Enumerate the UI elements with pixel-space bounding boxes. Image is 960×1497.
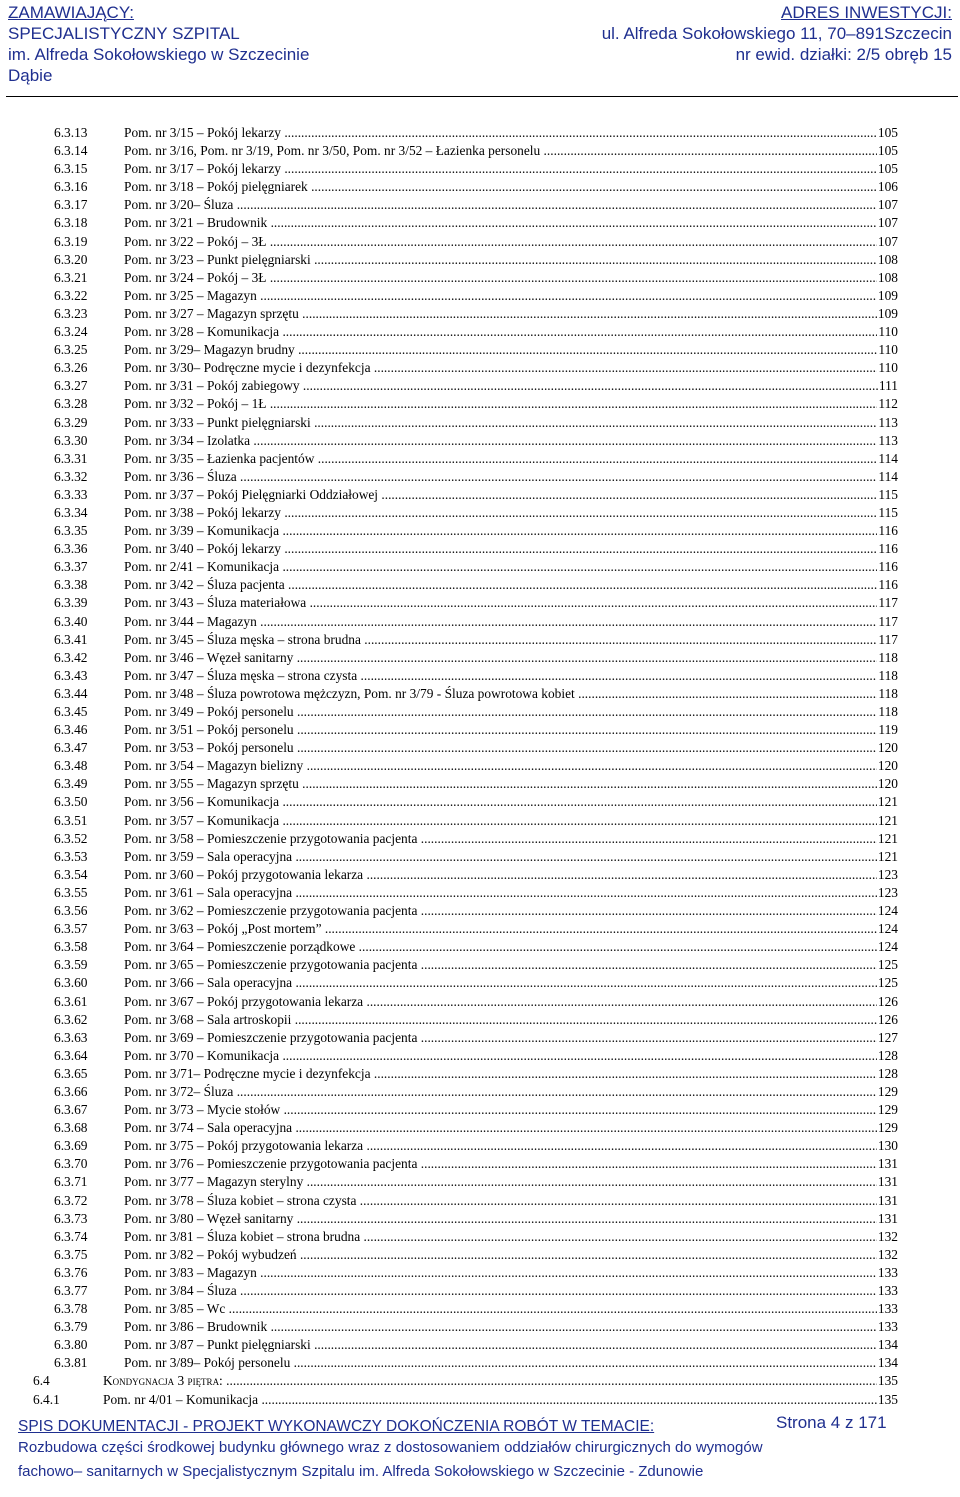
toc-entry[interactable] <box>0 1137 960 1155</box>
toc-entry-title: Pom. nr 3/89– Pokój personelu ..... <box>124 1354 898 1372</box>
toc-entry-number: 6.3.13 <box>54 125 88 140</box>
toc-entry-title: Pom. nr 3/87 – Punkt pielęgniarski ..... <box>124 1336 898 1354</box>
toc-entry-number: 6.3.56 <box>54 903 88 919</box>
toc-entry[interactable] <box>0 793 960 811</box>
toc-entry-page: 124 <box>877 938 898 956</box>
toc-entry[interactable] <box>0 613 960 631</box>
toc-entry-page: 113 <box>877 414 898 432</box>
toc-entry-page: 129 <box>877 1101 898 1119</box>
toc-entry-title: Pom. nr 3/78 – Śluza kobiet – strona czysta ..... <box>124 1192 898 1210</box>
toc-entry[interactable] <box>0 902 960 920</box>
toc-entry-page: 111 <box>878 377 898 395</box>
toc-entry-number: 6.3.49 <box>54 776 88 792</box>
toc-entry-page: 134 <box>877 1354 898 1372</box>
toc-entry-title: Pom. nr 3/71– Podręczne mycie i dezynfekcja ..... <box>124 1065 898 1083</box>
toc-entry[interactable] <box>0 1300 960 1318</box>
toc-entry[interactable] <box>0 649 960 667</box>
toc-entry-title: Pom. nr 3/24 – Pokój – 3Ł ..... <box>124 269 898 287</box>
table-of-contents <box>0 124 960 1409</box>
toc-entry-page: 126 <box>877 1011 898 1029</box>
toc-entry-number: 6.3.72 <box>54 1192 88 1208</box>
header-divider <box>6 96 958 97</box>
toc-entry[interactable] <box>0 920 960 938</box>
toc-entry-title: Pom. nr 3/39 – Komunikacja ..... <box>124 522 898 540</box>
toc-entry-page: 133 <box>877 1318 898 1336</box>
toc-entry-title: Pom. nr 3/36 – Śluza ..... <box>124 468 898 486</box>
toc-entry-page: 116 <box>877 540 898 558</box>
toc-entry[interactable] <box>0 938 960 956</box>
toc-entry-number: 6.3.25 <box>54 342 88 358</box>
toc-entry-page: 109 <box>877 305 898 323</box>
toc-entry-page: 123 <box>877 884 898 902</box>
toc-entry[interactable] <box>0 739 960 757</box>
toc-entry-number: 6.3.63 <box>54 1029 88 1045</box>
toc-entry[interactable] <box>0 287 960 305</box>
toc-entry[interactable] <box>0 631 960 649</box>
toc-entry-page: 134 <box>877 1336 898 1354</box>
toc-entry-number: 6.3.51 <box>54 812 88 828</box>
toc-entry-title: Pom. nr 3/70 – Komunikacja ..... <box>124 1047 898 1065</box>
toc-entry[interactable] <box>0 1354 960 1372</box>
toc-entry-number: 6.3.54 <box>54 866 88 882</box>
toc-entry[interactable] <box>0 214 960 232</box>
toc-entry-number: 6.3.30 <box>54 432 88 448</box>
toc-entry-page: 118 <box>877 667 898 685</box>
toc-entry[interactable] <box>0 1318 960 1336</box>
toc-entry-number: 6.4 <box>33 1373 50 1389</box>
toc-entry-page: 131 <box>877 1192 898 1210</box>
toc-entry-number: 6.3.21 <box>54 269 88 285</box>
toc-entry-title: Pom. nr 3/20– Śluza ..... <box>124 196 898 214</box>
toc-entry-title: Pom. nr 3/44 – Magazyn ..... <box>124 613 898 631</box>
toc-entry-page: 110 <box>877 341 898 359</box>
toc-entry-page: 131 <box>877 1173 898 1191</box>
toc-entry[interactable] <box>0 450 960 468</box>
toc-entry-number: 6.3.28 <box>54 396 88 412</box>
toc-entry-number: 6.3.46 <box>54 722 88 738</box>
toc-entry-page: 135 <box>877 1391 898 1409</box>
toc-entry[interactable] <box>0 830 960 848</box>
toc-entry-title: Pom. nr 3/30– Podręczne mycie i dezynfekcja ..... <box>124 359 898 377</box>
toc-entry-title: Pom. nr 3/48 – Śluza powrotowa mężczyzn, Pom. nr 3/79 - Śluza powrotowa kobiet ..... <box>124 685 898 703</box>
toc-entry-title: Pom. nr 3/61 – Sala operacyjna ..... <box>124 884 898 902</box>
toc-entry-page: 120 <box>877 739 898 757</box>
toc-entry-number: 6.3.80 <box>54 1337 88 1353</box>
toc-entry-title: Pom. nr 3/73 – Mycie stołów ..... <box>124 1101 898 1119</box>
toc-entry-number: 6.3.71 <box>54 1174 88 1190</box>
toc-entry-title: Pom. nr 3/49 – Pokój personelu ..... <box>124 703 898 721</box>
toc-entry-number: 6.3.79 <box>54 1319 88 1335</box>
toc-entry-number: 6.3.53 <box>54 848 88 864</box>
toc-entry-page: 128 <box>877 1065 898 1083</box>
toc-entry-number: 6.3.65 <box>54 1065 88 1081</box>
toc-entry[interactable] <box>0 1282 960 1300</box>
toc-entry[interactable] <box>0 323 960 341</box>
toc-entry-page: 114 <box>877 468 898 486</box>
toc-entry-number: 6.3.55 <box>54 884 88 900</box>
toc-entry-title: Pom. nr 3/65 – Pomieszczenie przygotowania pacjenta ..... <box>124 956 898 974</box>
toc-entry[interactable] <box>0 558 960 576</box>
toc-entry-title: Pom. nr 3/60 – Pokój przygotowania lekarza ..... <box>124 866 898 884</box>
footer-description: Rozbudowa części środkowej budynku głównego wraz z dostosowaniem oddziałów chirurgicznych do wymogów fachowo– sanitarnych w Specjalistycznym Szpitalu im. Alfreda Sokołowskiego w Szczecinie - Zdunowie <box>18 1439 763 1480</box>
toc-entry-number: 6.3.52 <box>54 830 88 846</box>
toc-entry[interactable] <box>0 866 960 884</box>
toc-entry[interactable] <box>0 1246 960 1264</box>
toc-entry-number: 6.3.23 <box>54 305 88 321</box>
toc-entry-number: 6.3.37 <box>54 559 88 575</box>
toc-entry-title: Pom. nr 3/69 – Pomieszczenie przygotowania pacjenta ..... <box>124 1029 898 1047</box>
toc-entry-number: 6.3.78 <box>54 1301 88 1317</box>
toc-entry[interactable] <box>0 1336 960 1354</box>
toc-entry-page: 128 <box>877 1047 898 1065</box>
toc-entry[interactable] <box>0 377 960 395</box>
toc-entry-page: 105 <box>877 124 898 142</box>
toc-entry-page: 107 <box>877 233 898 251</box>
toc-entry-title: Pom. nr 3/84 – Śluza ..... <box>124 1282 898 1300</box>
toc-entry-title: Pom. nr 3/51 – Pokój personelu ..... <box>124 721 898 739</box>
toc-entry-page: 133 <box>877 1264 898 1282</box>
toc-entry[interactable] <box>0 468 960 486</box>
toc-entry[interactable] <box>0 1029 960 1047</box>
toc-entry[interactable] <box>0 341 960 359</box>
toc-entry-number: 6.3.41 <box>54 631 88 647</box>
toc-entry[interactable] <box>0 1155 960 1173</box>
toc-entry-title: Pom. nr 3/33 – Punkt pielęgniarski ..... <box>124 414 898 432</box>
toc-entry-number: 6.3.76 <box>54 1264 88 1280</box>
toc-entry-page: 117 <box>877 613 898 631</box>
toc-entry-title: Pom. nr 3/81 – Śluza kobiet – strona brudna ..... <box>124 1228 898 1246</box>
toc-entry-page: 118 <box>877 649 898 667</box>
toc-entry-title: Pom. nr 3/83 – Magazyn ..... <box>124 1264 898 1282</box>
ordering-party-name-2: im. Alfreda Sokołowskiego w Szczecinie <box>8 45 310 64</box>
toc-entry-title: Pom. nr 3/31 – Pokój zabiegowy ..... <box>124 377 898 395</box>
toc-entry-number: 6.3.31 <box>54 450 88 466</box>
toc-entry-title: Pom. nr 3/43 – Śluza materiałowa ..... <box>124 594 898 612</box>
toc-entry-number: 6.3.26 <box>54 360 88 376</box>
toc-entry-page: 121 <box>877 793 898 811</box>
toc-entry-title: Pom. nr 3/75 – Pokój przygotowania lekarza ..... <box>124 1137 898 1155</box>
toc-entry-title: Pom. nr 3/77 – Magazyn sterylny ..... <box>124 1173 898 1191</box>
toc-entry-page: 119 <box>877 721 898 739</box>
toc-entry-page: 133 <box>877 1300 898 1318</box>
toc-entry-page: 108 <box>877 269 898 287</box>
toc-entry[interactable] <box>0 1210 960 1228</box>
toc-entry-number: 6.3.20 <box>54 251 88 267</box>
toc-entry[interactable] <box>0 757 960 775</box>
toc-entry-page: 131 <box>877 1155 898 1173</box>
toc-entry-page: 135 <box>877 1372 898 1390</box>
toc-entry-page: 112 <box>877 395 898 413</box>
toc-entry-title: Pom. nr 3/32 – Pokój – 1Ł ..... <box>124 395 898 413</box>
toc-entry-number: 6.4.1 <box>33 1391 60 1407</box>
toc-entry[interactable] <box>0 395 960 413</box>
toc-entry-title: Pom. nr 3/25 – Magazyn ..... <box>124 287 898 305</box>
toc-entry[interactable] <box>0 703 960 721</box>
toc-entry[interactable] <box>0 1264 960 1282</box>
toc-entry[interactable] <box>0 812 960 830</box>
toc-entry-title: Pom. nr 3/76 – Pomieszczenie przygotowania pacjenta ..... <box>124 1155 898 1173</box>
toc-entry-number: 6.3.64 <box>54 1047 88 1063</box>
toc-entry-page: 132 <box>877 1228 898 1246</box>
toc-entry-number: 6.3.17 <box>54 197 88 213</box>
toc-entry-title: Pom. nr 3/18 – Pokój pielęgniarek ..... <box>124 178 898 196</box>
toc-entry-number: 6.3.42 <box>54 649 88 665</box>
toc-entry-page: 117 <box>877 631 898 649</box>
toc-entry-title: Kondygnacja 3 piętra: ..... <box>103 1372 898 1390</box>
toc-entry-page: 133 <box>877 1282 898 1300</box>
toc-entry-number: 6.3.67 <box>54 1102 88 1118</box>
toc-entry-page: 110 <box>877 359 898 377</box>
toc-entry-page: 127 <box>877 1029 898 1047</box>
toc-entry-number: 6.3.81 <box>54 1355 88 1371</box>
toc-entry-number: 6.3.60 <box>54 975 88 991</box>
toc-entry[interactable] <box>0 522 960 540</box>
toc-entry-title: Pom. nr 3/85 – Wc ..... <box>124 1300 898 1318</box>
toc-entry-title: Pom. nr 3/46 – Węzeł sanitarny ..... <box>124 649 898 667</box>
toc-entry[interactable] <box>0 1192 960 1210</box>
toc-entry-number: 6.3.45 <box>54 704 88 719</box>
toc-entry-number: 6.3.29 <box>54 414 88 430</box>
toc-entry-number: 6.3.77 <box>54 1283 88 1298</box>
toc-entry-number: 6.3.44 <box>54 685 88 701</box>
toc-entry-number: 6.3.15 <box>54 161 88 177</box>
toc-entry[interactable] <box>0 124 960 142</box>
toc-entry[interactable] <box>0 414 960 432</box>
toc-entry-number: 6.3.43 <box>54 667 88 683</box>
toc-entry-title: Pom. nr 3/45 – Śluza męska – strona brudna ..... <box>124 631 898 649</box>
toc-entry[interactable] <box>0 1228 960 1246</box>
toc-entry-page: 121 <box>877 830 898 848</box>
toc-entry-title: Pom. nr 4/01 – Komunikacja ..... <box>103 1391 898 1409</box>
toc-entry-title: Pom. nr 3/55 – Magazyn sprzętu ..... <box>124 775 898 793</box>
toc-entry-page: 124 <box>877 902 898 920</box>
toc-entry-number: 6.3.14 <box>54 143 88 159</box>
toc-entry-title: Pom. nr 3/59 – Sala operacyjna ..... <box>124 848 898 866</box>
toc-entry[interactable] <box>0 1119 960 1137</box>
toc-entry-number: 6.3.75 <box>54 1246 88 1262</box>
toc-entry-number: 6.3.19 <box>54 233 88 249</box>
toc-entry-title: Pom. nr 3/22 – Pokój – 3Ł ..... <box>124 233 898 251</box>
toc-entry-number: 6.3.68 <box>54 1120 88 1136</box>
toc-entry-page: 106 <box>877 178 898 196</box>
toc-entry-page: 126 <box>877 993 898 1011</box>
toc-entry-number: 6.3.27 <box>54 378 88 394</box>
toc-entry[interactable] <box>0 594 960 612</box>
page-counter: Strona 4 z 171 <box>776 1413 887 1432</box>
toc-entry-title: Pom. nr 3/54 – Magazyn bielizny ..... <box>124 757 898 775</box>
toc-entry[interactable] <box>0 196 960 214</box>
toc-entry[interactable] <box>0 233 960 251</box>
toc-entry-number: 6.3.62 <box>54 1011 88 1027</box>
toc-entry[interactable] <box>0 884 960 902</box>
toc-entry-number: 6.3.35 <box>54 523 88 539</box>
toc-entry-number: 6.3.50 <box>54 794 88 810</box>
toc-entry-page: 105 <box>877 142 898 160</box>
toc-entry-title: Pom. nr 3/34 – Izolatka ..... <box>124 432 898 450</box>
toc-entry-number: 6.3.33 <box>54 486 88 502</box>
toc-entry-title: Pom. nr 3/56 – Komunikacja ..... <box>124 793 898 811</box>
toc-entry-page: 107 <box>877 214 898 232</box>
toc-entry[interactable] <box>0 956 960 974</box>
toc-entry-number: 6.3.70 <box>54 1156 88 1172</box>
investment-address: ul. Alfreda Sokołowskiego 11, 70–891Szczecin <box>601 24 952 43</box>
toc-entry-number: 6.3.73 <box>54 1210 88 1226</box>
toc-entry-page: 116 <box>877 558 898 576</box>
toc-entry-title: Pom. nr 3/21 – Brudownik ..... <box>124 214 898 232</box>
toc-entry-title: Pom. nr 3/58 – Pomieszczenie przygotowania pacjenta ..... <box>124 830 898 848</box>
toc-entry[interactable] <box>0 359 960 377</box>
toc-entry[interactable] <box>0 504 960 522</box>
toc-entry-page: 105 <box>877 160 898 178</box>
toc-entry[interactable] <box>0 1065 960 1083</box>
toc-entry[interactable] <box>0 993 960 1011</box>
toc-entry[interactable] <box>0 160 960 178</box>
toc-entry[interactable] <box>0 142 960 160</box>
toc-entry-number: 6.3.34 <box>54 504 88 520</box>
toc-entry-title: Pom. nr 3/57 – Komunikacja ..... <box>124 812 898 830</box>
toc-entry-title: Pom. nr 3/86 – Brudownik ..... <box>124 1318 898 1336</box>
toc-entry-title: Pom. nr 3/53 – Pokój personelu ..... <box>124 739 898 757</box>
toc-entry[interactable] <box>0 1083 960 1101</box>
toc-entry-page: 117 <box>877 594 898 612</box>
toc-entry[interactable] <box>0 1391 960 1409</box>
toc-entry[interactable] <box>0 269 960 287</box>
toc-entry-number: 6.3.74 <box>54 1228 88 1244</box>
toc-entry-page: 118 <box>877 703 898 721</box>
toc-entry-title: Pom. nr 3/62 – Pomieszczenie przygotowania pacjenta ..... <box>124 902 898 920</box>
toc-entry-page: 115 <box>877 486 898 504</box>
toc-entry-page: 131 <box>877 1210 898 1228</box>
toc-entry-page: 116 <box>877 522 898 540</box>
toc-entry-number: 6.3.24 <box>54 324 88 340</box>
toc-entry-title: Pom. nr 3/82 – Pokój wybudzeń ..... <box>124 1246 898 1264</box>
toc-entry-title: Pom. nr 3/38 – Pokój lekarzy ..... <box>124 504 898 522</box>
toc-entry-title: Pom. nr 3/47 – Śluza męska – strona czysta ..... <box>124 667 898 685</box>
toc-entry-title: Pom. nr 3/17 – Pokój lekarzy ..... <box>124 160 898 178</box>
toc-entry-page: 123 <box>877 866 898 884</box>
toc-entry-number: 6.3.59 <box>54 957 88 973</box>
toc-entry-page: 114 <box>877 450 898 468</box>
toc-entry-title: Pom. nr 3/37 – Pokój Pielęgniarki Oddziałowej ..... <box>124 486 898 504</box>
toc-entry-page: 121 <box>877 848 898 866</box>
toc-entry-title: Pom. nr 3/68 – Sala artroskopii ..... <box>124 1011 898 1029</box>
toc-entry-title: Pom. nr 3/23 – Punkt pielęgniarski ..... <box>124 251 898 269</box>
toc-entry-page: 118 <box>877 685 898 703</box>
toc-entry[interactable] <box>0 685 960 703</box>
toc-entry-page: 124 <box>877 920 898 938</box>
toc-entry-number: 6.3.47 <box>54 740 88 756</box>
investment-address-label: ADRES INWESTYCJI: <box>781 3 952 22</box>
toc-entry-title: Pom. nr 3/16, Pom. nr 3/19, Pom. nr 3/50, Pom. nr 3/52 – Łazienka personelu ..... <box>124 142 898 160</box>
toc-entry-title: Pom. nr 3/64 – Pomieszczenie porządkowe ..... <box>124 938 898 956</box>
toc-entry-page: 125 <box>877 956 898 974</box>
toc-entry[interactable] <box>0 305 960 323</box>
toc-entry[interactable] <box>0 1047 960 1065</box>
toc-entry-number: 6.3.69 <box>54 1138 88 1154</box>
toc-entry[interactable] <box>0 576 960 594</box>
toc-entry-number: 6.3.40 <box>54 613 88 629</box>
toc-entry-page: 108 <box>877 251 898 269</box>
toc-entry-number: 6.3.36 <box>54 541 88 557</box>
toc-entry-title: Pom. nr 3/40 – Pokój lekarzy ..... <box>124 540 898 558</box>
toc-entry-title: Pom. nr 3/66 – Sala operacyjna ..... <box>124 974 898 992</box>
toc-entry-page: 113 <box>877 432 898 450</box>
toc-entry[interactable] <box>0 775 960 793</box>
toc-entry-title: Pom. nr 3/28 – Komunikacja ..... <box>124 323 898 341</box>
toc-entry[interactable] <box>0 1372 960 1390</box>
toc-entry-number: 6.3.16 <box>54 179 88 195</box>
toc-entry[interactable] <box>0 848 960 866</box>
toc-entry-number: 6.3.18 <box>54 215 88 231</box>
toc-entry[interactable] <box>0 667 960 685</box>
toc-entry[interactable] <box>0 721 960 739</box>
toc-entry-title: Pom. nr 3/74 – Sala operacyjna ..... <box>124 1119 898 1137</box>
toc-entry-number: 6.3.22 <box>54 287 88 303</box>
toc-entry-title: Pom. nr 3/67 – Pokój przygotowania lekarza ..... <box>124 993 898 1011</box>
toc-entry-page: 129 <box>877 1083 898 1101</box>
toc-entry-number: 6.3.57 <box>54 921 88 937</box>
toc-entry-title: Pom. nr 3/35 – Łazienka pacjentów ..... <box>124 450 898 468</box>
toc-entry[interactable] <box>0 486 960 504</box>
toc-entry[interactable] <box>0 251 960 269</box>
toc-entry[interactable] <box>0 540 960 558</box>
toc-entry-page: 121 <box>877 812 898 830</box>
toc-entry-title: Pom. nr 3/63 – Pokój „Post mortem” ..... <box>124 920 898 938</box>
toc-entry[interactable] <box>0 1011 960 1029</box>
toc-entry-page: 120 <box>877 775 898 793</box>
toc-entry-title: Pom. nr 3/42 – Śluza pacjenta ..... <box>124 576 898 594</box>
toc-entry-page: 129 <box>877 1119 898 1137</box>
toc-entry-page: 116 <box>877 576 898 594</box>
toc-entry[interactable] <box>0 1173 960 1191</box>
toc-entry-page: 107 <box>877 196 898 214</box>
toc-entry-number: 6.3.66 <box>54 1083 88 1099</box>
toc-entry-page: 130 <box>877 1137 898 1155</box>
toc-entry-page: 115 <box>877 504 898 522</box>
toc-entry-page: 109 <box>877 287 898 305</box>
ordering-party-name-3: Dąbie <box>8 66 53 85</box>
footer-title: SPIS DOKUMENTACJI - PROJEKT WYKONAWCZY DOKOŃCZENIA ROBÓT W TEMACIE: <box>18 1418 655 1435</box>
header-right <box>602 2 952 65</box>
toc-entry-page: 110 <box>877 323 898 341</box>
toc-entry-number: 6.3.32 <box>54 468 88 484</box>
toc-entry-title: Pom. nr 3/80 – Węzeł sanitarny ..... <box>124 1210 898 1228</box>
toc-entry-title: Pom. nr 2/41 – Komunikacja ..... <box>124 558 898 576</box>
toc-entry[interactable] <box>0 178 960 196</box>
plot-number: nr ewid. działki: 2/5 obręb 15 <box>735 45 952 64</box>
toc-entry[interactable] <box>0 432 960 450</box>
toc-entry-number: 6.3.48 <box>54 758 88 774</box>
toc-entry[interactable] <box>0 974 960 992</box>
toc-entry-number: 6.3.39 <box>54 595 88 611</box>
ordering-party-label: ZAMAWIAJĄCY: <box>8 3 134 22</box>
toc-entry-number: 6.3.61 <box>54 993 88 1009</box>
toc-entry-title: Pom. nr 3/72– Śluza ..... <box>124 1083 898 1101</box>
toc-entry-title: Pom. nr 3/29– Magazyn brudny ..... <box>124 341 898 359</box>
ordering-party-name: SPECJALISTYCZNY SZPITAL <box>8 24 240 43</box>
toc-entry-title: Pom. nr 3/27 – Magazyn sprzętu ..... <box>124 305 898 323</box>
toc-entry-number: 6.3.58 <box>54 939 88 955</box>
toc-entry-page: 125 <box>877 974 898 992</box>
toc-entry-page: 132 <box>877 1246 898 1264</box>
toc-entry-number: 6.3.38 <box>54 577 88 593</box>
toc-entry-title: Pom. nr 3/15 – Pokój lekarzy ..... <box>124 124 898 142</box>
header-left <box>8 2 309 86</box>
toc-entry[interactable] <box>0 1101 960 1119</box>
toc-entry-page: 120 <box>877 757 898 775</box>
